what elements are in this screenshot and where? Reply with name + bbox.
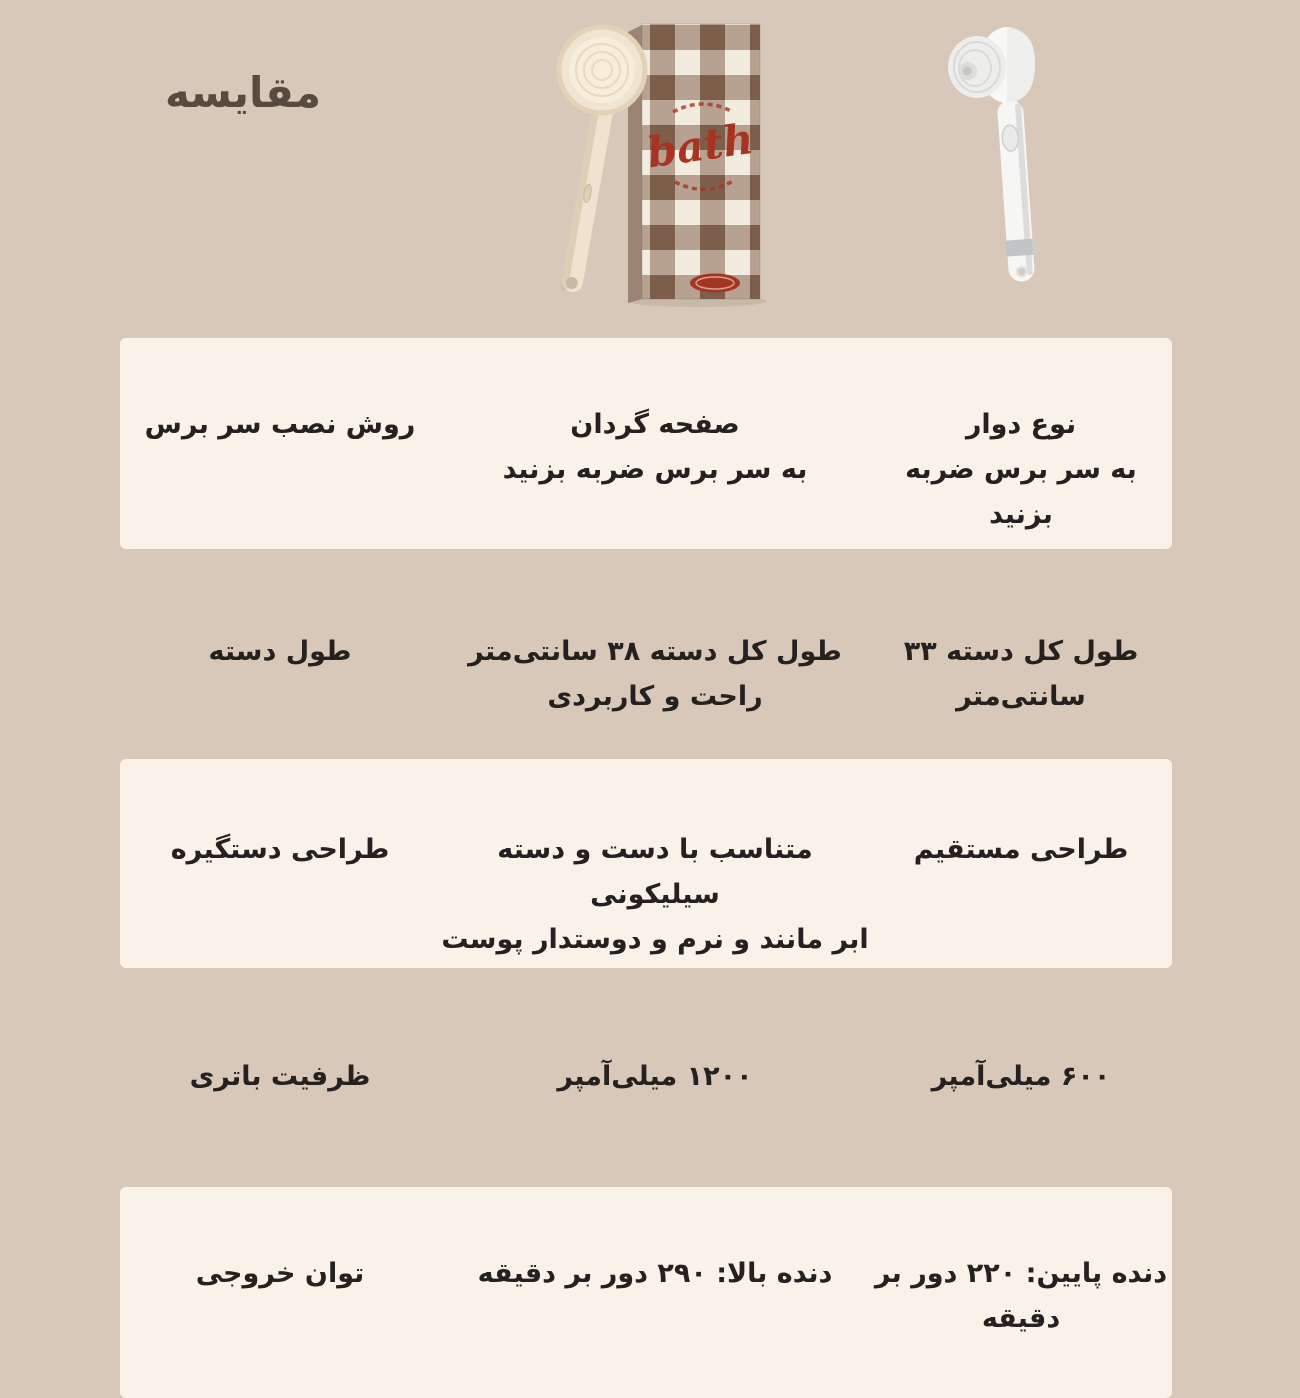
attribute-label: طول دسته [208,636,352,667]
product1-value-line: صفحه گردان [570,409,740,440]
table-row-grip-design [120,759,1172,968]
product1-value-line: طول کل دسته ۳۸ سانتی‌متر [468,636,842,667]
brush-bristles [569,37,635,103]
product2-value-cell [870,1054,1172,1187]
attribute-label-cell [120,402,440,549]
handle-band [1005,239,1033,257]
table-row-output-power [120,1187,1172,1398]
product1-value-cell [440,629,870,759]
product1-value-line: به سر برس ضربه بزنید [502,454,808,485]
product1-value-cell [440,402,870,549]
product2-value-cell [870,1251,1172,1398]
product2-image [915,20,1105,290]
attribute-label: روش نصب سر برس [144,409,416,440]
attribute-label: توان خروجی [195,1258,365,1289]
attribute-label-cell [120,1054,440,1187]
attribute-label-cell [120,1251,440,1398]
brush-bristles [948,36,1006,98]
table-row-battery-capacity [120,968,1172,1187]
handle-hole [1016,266,1027,277]
product2-value-line: به سر برس ضربه بزنید [905,454,1137,530]
product2-value-line: دنده پایین: ۲۲۰ دور بر دقیقه [874,1258,1168,1334]
product2-value-line: نوع دوار [965,409,1077,440]
product1-value-line: ابر مانند و نرم و دوستدار پوست [441,924,869,955]
table-row-handle-length [120,549,1172,759]
product1-value-cell [440,1251,870,1398]
attribute-label: طراحی دستگیره [170,834,390,865]
product1-value-cell [440,1054,870,1187]
product2-value-cell [870,402,1172,549]
product2-value-cell [870,827,1172,968]
attribute-label: ظرفیت باتری [189,1061,371,1092]
attribute-label-cell [120,629,440,759]
box-bath-label: bath [644,113,757,178]
attribute-label-cell [120,827,440,968]
product2-value-line: طراحی مستقیم [913,834,1129,865]
product1-value-cell [440,827,870,968]
product1-value-line: ۱۲۰۰ میلی‌آمپر [557,1061,753,1092]
page-title: مقایسه [165,68,321,117]
product2-value-cell [870,629,1172,759]
product1-value-line: راحت و کاربردی [547,681,763,712]
product2-value-line: طول کل دسته ۳۳ سانتی‌متر [903,636,1139,712]
product1-image [525,0,795,312]
product1-value-line: دنده بالا: ۲۹۰ دور بر دقیقه [477,1258,833,1289]
product2-value-line: ۶۰۰ میلی‌آمپر [931,1061,1111,1092]
table-row-install-method [120,338,1172,549]
product1-value-line: متناسب با دست و دسته سیلیکونی [497,834,813,910]
